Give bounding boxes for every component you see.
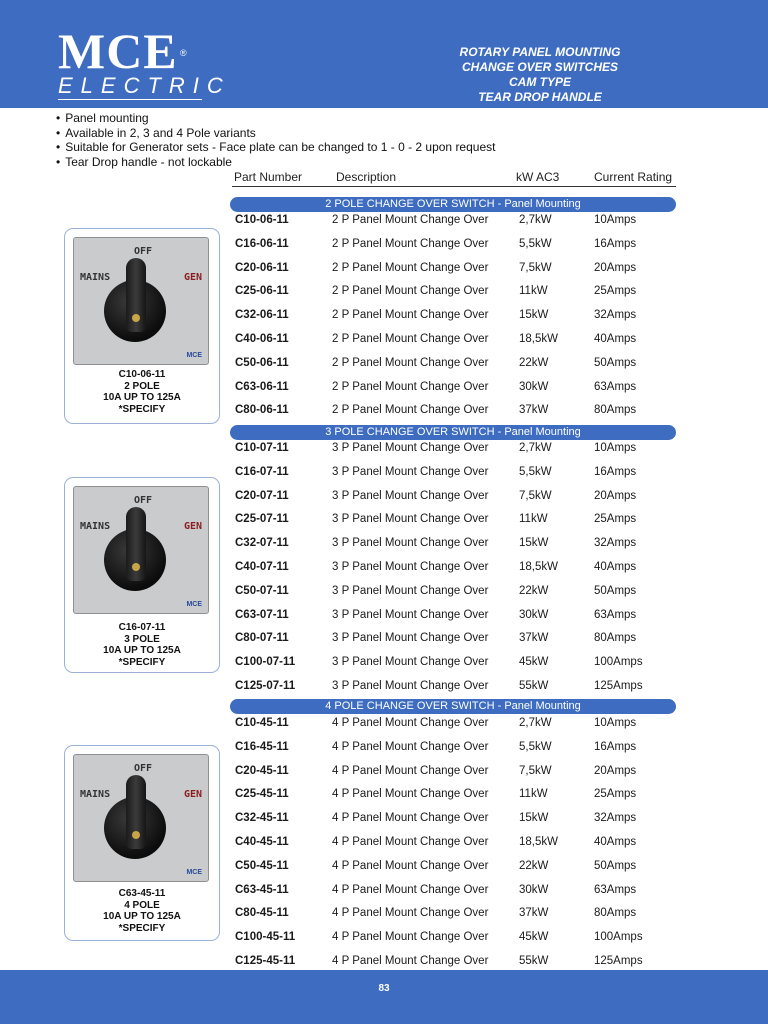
page-title	[420, 45, 660, 105]
current-rating-cell: 125Amps	[594, 955, 643, 967]
part-number-cell: C25-07-11	[235, 513, 289, 526]
kw-cell: 45kW	[519, 931, 549, 944]
current-rating-cell: 80Amps	[594, 632, 637, 645]
part-number-cell: C20-45-11	[235, 764, 289, 777]
title-line: CAM TYPE	[508, 75, 571, 89]
kw-cell: 7,5kW	[519, 764, 552, 777]
caption-note: *SPECIFY	[118, 656, 166, 668]
part-number-cell: C100-07-11	[235, 656, 296, 669]
part-number-cell: C50-07-11	[235, 584, 289, 597]
header-divider	[232, 186, 676, 187]
current-rating-cell: 50Amps	[594, 859, 637, 872]
current-rating-cell: 63Amps	[594, 380, 637, 393]
description-cell: 3 P Panel Mount Change Over	[332, 680, 489, 692]
description-cell: 3 P Panel Mount Change Over	[332, 561, 489, 573]
part-number-cell: C32-45-11	[235, 812, 289, 825]
table-row	[0, 680, 768, 700]
kw-cell: 18,5kW	[519, 561, 558, 573]
kw-cell: 5,5kW	[519, 740, 552, 753]
face-mains-label: MAINS	[80, 789, 111, 800]
current-rating-cell: 32Amps	[594, 537, 637, 550]
current-rating-cell: 25Amps	[594, 788, 637, 801]
part-number-cell: C16-07-11	[235, 465, 289, 478]
face-gen-label: GEN	[183, 789, 202, 800]
feature-list	[56, 111, 495, 169]
kw-cell: 55kW	[519, 680, 549, 692]
part-number-cell: C20-06-11	[235, 261, 289, 274]
current-rating-cell: 16Amps	[594, 237, 637, 250]
part-number-cell: C40-06-11	[235, 333, 289, 345]
kw-cell: 30kW	[519, 883, 549, 896]
current-rating-cell: 40Amps	[594, 333, 637, 345]
kw-cell: 7,5kW	[519, 489, 552, 502]
face-off-label: OFF	[134, 246, 153, 257]
part-number-cell: C50-45-11	[235, 859, 289, 872]
current-rating-cell: 63Amps	[594, 608, 637, 621]
kw-cell: 30kW	[519, 380, 549, 393]
title-line: ROTARY PANEL MOUNTING	[459, 45, 621, 59]
description-cell: 3 P Panel Mount Change Over	[332, 489, 489, 502]
face-brand-mark: MCE	[186, 352, 202, 359]
part-number-cell: C25-06-11	[235, 285, 289, 298]
part-number-cell: C100-45-11	[235, 931, 296, 944]
part-number-cell: C63-07-11	[235, 608, 289, 621]
current-rating-cell: 50Amps	[594, 356, 637, 369]
caption-range: 10A UP TO 125A	[103, 911, 181, 922]
face-brand-mark: MCE	[186, 601, 202, 608]
registered-mark: ®	[180, 48, 188, 58]
current-rating-cell: 80Amps	[594, 404, 637, 417]
table-row	[0, 442, 768, 462]
description-cell: 3 P Panel Mount Change Over	[332, 632, 489, 645]
part-number-cell: C125-07-11	[235, 680, 296, 692]
part-number-cell: C50-06-11	[235, 356, 289, 369]
feature-item: • Suitable for Generator sets - Face plate can be changed to 1 - 0 - 2 upon request	[56, 140, 495, 155]
kw-cell: 5,5kW	[519, 465, 552, 478]
feature-item: • Tear Drop handle - not lockable	[56, 155, 495, 170]
face-gen-label: GEN	[183, 272, 202, 283]
description-cell: 2 P Panel Mount Change Over	[332, 404, 489, 417]
kw-cell: 22kW	[519, 584, 549, 597]
description-cell: 2 P Panel Mount Change Over	[332, 261, 489, 274]
product-caption	[65, 888, 219, 934]
kw-cell: 18,5kW	[519, 333, 558, 345]
current-rating-cell: 16Amps	[594, 465, 637, 478]
description-cell: 2 P Panel Mount Change Over	[332, 285, 489, 298]
section-header-bar: 2 POLE CHANGE OVER SWITCH - Panel Mounting	[230, 197, 676, 212]
switch-image	[73, 237, 209, 365]
part-number-cell: C25-45-11	[235, 788, 289, 801]
product-caption	[65, 369, 219, 415]
description-cell: 4 P Panel Mount Change Over	[332, 812, 489, 825]
description-cell: 2 P Panel Mount Change Over	[332, 380, 489, 393]
section-header-bar: 4 POLE CHANGE OVER SWITCH - Panel Mounting	[230, 699, 676, 714]
description-cell: 4 P Panel Mount Change Over	[332, 836, 489, 848]
description-cell: 3 P Panel Mount Change Over	[332, 584, 489, 597]
kw-cell: 11kW	[519, 513, 548, 526]
part-number-cell: C80-45-11	[235, 907, 289, 920]
current-rating-cell: 10Amps	[594, 214, 637, 226]
kw-cell: 45kW	[519, 656, 549, 669]
header-banner	[0, 0, 768, 108]
face-mains-label: MAINS	[80, 272, 111, 283]
current-rating-cell: 25Amps	[594, 285, 637, 298]
product-caption	[65, 622, 219, 668]
caption-range: 10A UP TO 125A	[103, 392, 181, 403]
current-rating-cell: 32Amps	[594, 309, 637, 322]
caption-note: *SPECIFY	[118, 922, 166, 934]
part-number-cell: C10-07-11	[235, 442, 289, 454]
part-number-cell: C10-06-11	[235, 214, 289, 226]
face-mains-label: MAINS	[80, 521, 111, 532]
current-rating-cell: 80Amps	[594, 907, 637, 920]
caption-poles: 2 POLE	[124, 380, 160, 392]
description-cell: 2 P Panel Mount Change Over	[332, 237, 489, 250]
kw-cell: 5,5kW	[519, 237, 552, 250]
part-number-cell: C16-45-11	[235, 740, 289, 753]
kw-cell: 22kW	[519, 356, 549, 369]
description-cell: 4 P Panel Mount Change Over	[332, 955, 489, 967]
part-number-cell: C40-45-11	[235, 836, 289, 848]
description-cell: 4 P Panel Mount Change Over	[332, 717, 489, 729]
current-rating-cell: 50Amps	[594, 584, 637, 597]
caption-poles: 3 POLE	[124, 633, 160, 645]
description-cell: 4 P Panel Mount Change Over	[332, 883, 489, 896]
kw-cell: 37kW	[519, 632, 549, 645]
caption-note: *SPECIFY	[118, 403, 166, 415]
section-header-bar: 3 POLE CHANGE OVER SWITCH - Panel Mounting	[230, 425, 676, 440]
column-header-description: Description	[336, 170, 397, 184]
current-rating-cell: 40Amps	[594, 561, 637, 573]
current-rating-cell: 100Amps	[594, 656, 643, 669]
column-header-part-number: Part Number	[234, 170, 303, 184]
current-rating-cell: 100Amps	[594, 931, 643, 944]
part-number-cell: C80-06-11	[235, 404, 289, 417]
product-card	[64, 745, 220, 941]
description-cell: 3 P Panel Mount Change Over	[332, 513, 489, 526]
feature-item: • Available in 2, 3 and 4 Pole variants	[56, 126, 495, 141]
description-cell: 4 P Panel Mount Change Over	[332, 740, 489, 753]
current-rating-cell: 10Amps	[594, 442, 637, 454]
caption-part: C10-06-11	[118, 369, 166, 380]
current-rating-cell: 125Amps	[594, 680, 643, 692]
face-gen-label: GEN	[183, 521, 202, 532]
current-rating-cell: 16Amps	[594, 740, 637, 753]
part-number-cell: C40-07-11	[235, 561, 289, 573]
caption-range: 10A UP TO 125A	[103, 645, 181, 656]
switch-image	[73, 754, 209, 882]
kw-cell: 2,7kW	[519, 442, 552, 454]
kw-cell: 22kW	[519, 859, 549, 872]
kw-cell: 2,7kW	[519, 717, 552, 729]
description-cell: 4 P Panel Mount Change Over	[332, 907, 489, 920]
current-rating-cell: 20Amps	[594, 489, 637, 502]
part-number-cell: C16-06-11	[235, 237, 289, 250]
footer-banner	[0, 970, 768, 1024]
current-rating-cell: 25Amps	[594, 513, 637, 526]
title-line: TEAR DROP HANDLE	[478, 90, 602, 104]
description-cell: 2 P Panel Mount Change Over	[332, 356, 489, 369]
face-brand-mark: MCE	[186, 869, 202, 876]
description-cell: 3 P Panel Mount Change Over	[332, 656, 489, 669]
product-card	[64, 228, 220, 424]
feature-item: • Panel mounting	[56, 111, 495, 126]
table-row	[0, 717, 768, 737]
handle-indicator-dot	[132, 831, 140, 839]
part-number-cell: C63-45-11	[235, 883, 289, 896]
description-cell: 2 P Panel Mount Change Over	[332, 214, 489, 226]
part-number-cell: C10-45-11	[235, 717, 289, 729]
current-rating-cell: 40Amps	[594, 836, 637, 848]
caption-part: C16-07-11	[118, 622, 166, 633]
kw-cell: 11kW	[519, 788, 548, 801]
logo-electric-text: ELECTRIC	[58, 73, 231, 98]
description-cell: 3 P Panel Mount Change Over	[332, 537, 489, 550]
description-cell: 4 P Panel Mount Change Over	[332, 788, 489, 801]
caption-part: C63-45-11	[118, 888, 166, 899]
kw-cell: 7,5kW	[519, 261, 552, 274]
part-number-cell: C32-06-11	[235, 309, 289, 322]
mce-logo	[58, 23, 231, 100]
kw-cell: 15kW	[519, 537, 549, 550]
face-off-label: OFF	[134, 763, 153, 774]
current-rating-cell: 32Amps	[594, 812, 637, 825]
kw-cell: 55kW	[519, 955, 549, 967]
column-header-kw: kW AC3	[516, 170, 560, 184]
part-number-cell: C32-07-11	[235, 537, 289, 550]
current-rating-cell: 10Amps	[594, 717, 637, 729]
description-cell: 3 P Panel Mount Change Over	[332, 442, 489, 454]
kw-cell: 37kW	[519, 404, 549, 417]
kw-cell: 15kW	[519, 309, 549, 322]
current-rating-cell: 20Amps	[594, 261, 637, 274]
logo-mce-text: MCE	[58, 23, 178, 79]
switch-image	[73, 486, 209, 614]
description-cell: 3 P Panel Mount Change Over	[332, 465, 489, 478]
page-number: 83	[378, 983, 390, 994]
description-cell: 3 P Panel Mount Change Over	[332, 608, 489, 621]
part-number-cell: C63-06-11	[235, 380, 289, 393]
kw-cell: 15kW	[519, 812, 549, 825]
product-card	[64, 477, 220, 673]
description-cell: 2 P Panel Mount Change Over	[332, 309, 489, 322]
caption-poles: 4 POLE	[124, 899, 160, 911]
column-header-current: Current Rating	[594, 170, 673, 184]
description-cell: 2 P Panel Mount Change Over	[332, 333, 489, 345]
title-line: CHANGE OVER SWITCHES	[461, 60, 618, 74]
handle-indicator-dot	[132, 563, 140, 571]
description-cell: 4 P Panel Mount Change Over	[332, 859, 489, 872]
part-number-cell: C125-45-11	[235, 955, 296, 967]
description-cell: 4 P Panel Mount Change Over	[332, 764, 489, 777]
kw-cell: 11kW	[519, 285, 548, 298]
part-number-cell: C80-07-11	[235, 632, 289, 645]
face-off-label: OFF	[134, 495, 153, 506]
current-rating-cell: 63Amps	[594, 883, 637, 896]
handle-indicator-dot	[132, 314, 140, 322]
kw-cell: 18,5kW	[519, 836, 558, 848]
kw-cell: 37kW	[519, 907, 549, 920]
kw-cell: 30kW	[519, 608, 549, 621]
description-cell: 4 P Panel Mount Change Over	[332, 931, 489, 944]
current-rating-cell: 20Amps	[594, 764, 637, 777]
part-number-cell: C20-07-11	[235, 489, 289, 502]
kw-cell: 2,7kW	[519, 214, 552, 226]
